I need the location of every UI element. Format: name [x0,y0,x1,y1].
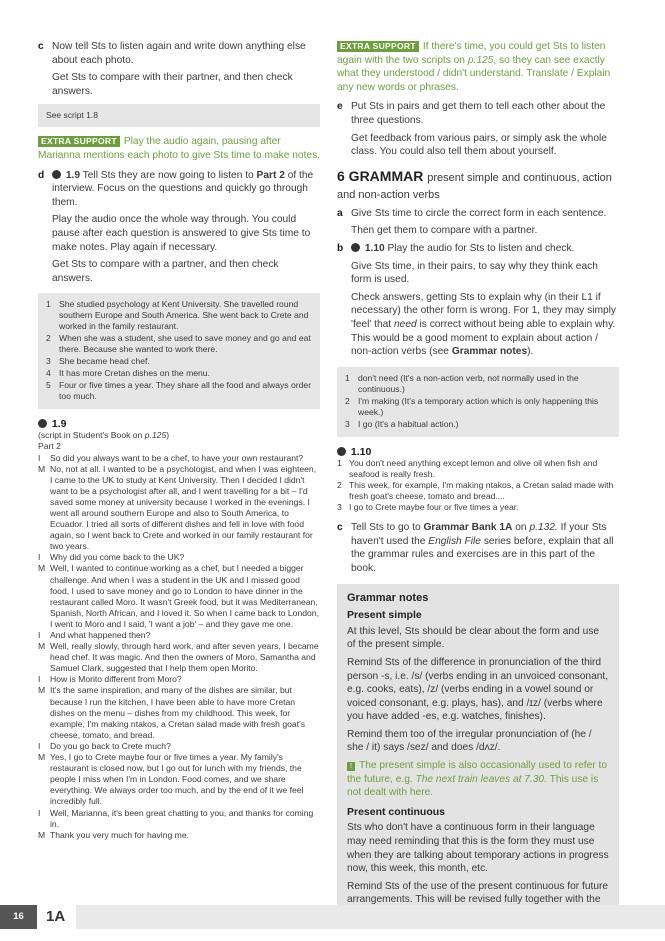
step-c-sub: Get Sts to compare with their partner, and then check answers. [52,72,293,97]
script-line [38,453,320,464]
step-letter: b [337,242,344,254]
script-line [38,630,320,641]
grammar-subtitle: present simple and continuous, action and non-action verbs [337,171,612,201]
present-simple-heading: Present simple [347,609,422,622]
note-p2: Remind Sts of the difference in pronunciation of the third person -s, i.e. /s/ (verbs ending in an unvoiced consonant, e.g. cooks, eats), /z/ (verbs ending in a vowel sound or voiced consonant, e.g. plays, has), and /ɪz/ (verbs where you have added -es, e.g. watches, finishes). [347,656,609,723]
extra-support-page: p.125 [467,54,494,66]
answer-item [345,419,611,430]
script-line [38,752,320,807]
script-line [337,502,619,513]
page-number: 16 [0,905,37,929]
step-e-text: Put Sts in pairs and get them to tell each other about the three questions. [351,101,606,126]
script-lines [38,453,320,841]
extra-support-text-a: If there's time, you could get Sts to listen again with the two scripts on [337,41,606,66]
step-b-sub2-italic: need [393,318,417,330]
answer-text: When she was a student, she used to save money and go and eat there. Because she wanted to work there. [59,333,311,355]
script-note-page: p.125 [144,430,167,441]
speaker: M [38,752,46,763]
speaker: I [38,807,41,818]
present-continuous-heading: Present continuous [347,805,446,818]
answer-num: 1 [46,299,51,310]
speaker: I [38,552,41,563]
answer-num: 3 [345,418,350,429]
answer-text: Four or five times a year. They share all the food and always order too much. [59,380,312,402]
script-heading [38,418,320,430]
step-c-text: Now tell Sts to listen again and write down anything else about each photo. [52,41,306,66]
extra-support-label: EXTRA SUPPORT [337,41,419,52]
step-c-right-italic: English File [428,535,481,547]
speaker: M [38,829,46,840]
answer-num: 3 [46,356,51,367]
line-text: Well, I wanted to continue working as a chef, but I needed a bigger challenge. And when I was a student in the UK and I missed good food, I used to save money and go to London to have dinner in the restaurant called Moro. It wasn't Greek food, but it was Mediterranean, Spanish, North African, and I loved it. So when I came back to London, I went to Moro and I said, 'I want a job' – and they gave me one. [50,563,319,629]
step-d [38,169,320,286]
script-note [38,430,320,441]
step-e-sub: Get feedback from various pairs, or simply ask the whole class. You could also tell them about yourself. [351,132,607,158]
grammar-notes-box [337,584,619,929]
script-line [38,464,320,553]
line-text: Well, Marianna, it's been great chatting to you, and thanks for coming in. [50,807,314,829]
step-letter: c [337,522,343,534]
line-text: Well, really slowly, through hard work, and after seven years, I became head chef. It was magic. And then the owners of Moro, Samantha and Samuel Clark, suggested that I help them open Morito. [50,641,319,674]
right-column [337,40,619,929]
answer-num: 2 [345,395,350,406]
answer-text: I'm making (It's a temporary action which is only happening this week.) [358,395,599,417]
page-footer [0,905,665,929]
note-p4-a: The present simple is also occasionally used to refer to the future, e.g. [347,760,608,785]
script-line [38,808,320,830]
line-text: No, not at all. I wanted to be a psychologist, and when I was eighteen, I came to the UK to study at Kent University. Then I decided I didn't want to be a psychologist after all, and I went travelling for a bit – I'd saved some money at university because I worked in the evenings. I went all around southern Europe and also to South America, to Ecuador. I tried all sorts of different dishes and fell in love with food again, so I went back to Crete and worked in our family restaurant for two years. [50,463,317,552]
see-script-text: See script 1.8 [46,110,98,121]
step-letter: a [337,207,343,219]
see-script-box [38,104,320,127]
answer-item [46,380,312,402]
extra-support-text: Play the audio again, pausing after Marianna mentions each photo to give Sts time to make notes. [38,136,321,161]
footer-bar [76,905,665,929]
step-c-right-b: If your Sts haven't used the [351,522,607,547]
grammar-heading [337,169,619,203]
script-line [38,552,320,563]
line-text: So did you always want to be a chef, to have your own restaurant? [50,452,304,463]
step-b-sub2 [351,291,619,359]
script-line [337,480,619,502]
line-text: It's the same inspiration, and many of the dishes are similar, but because I run the kitchen, I have been able to have more Cretan dishes on the menu – dishes from my childhood. This week, for example, I'm making ntakos, a Cretan salad made with fresh goat's cheese, tomato, and bread. [50,685,306,740]
speaker: 2 [337,479,342,490]
script-note-post: ) [166,430,170,441]
step-c-right-a: Tell Sts to go to [351,522,421,534]
step-letter: e [337,101,343,113]
step-c-right-on: on [515,522,527,534]
grammar-notes-title: Grammar notes [347,591,429,604]
step-c-right [337,521,619,575]
script-line [38,685,320,740]
step-letter: d [38,169,45,181]
answers-list [46,299,312,402]
extra-support-label: EXTRA SUPPORT [38,136,120,147]
note-p1: At this level, Sts should be clear about the form and use of the present simple. [347,625,600,651]
answer-num: 1 [345,372,350,383]
answer-item [46,356,312,367]
step-b-text-a: Play the audio for Sts to listen and check. [387,242,575,254]
line-text: You don't need anything except lemon and olive oil when fish and seafood is really fresh. [349,457,598,479]
step-b-sub2-b: is correct without being able to explain why. This would be a good moment to explain about action / non-action verbs (see [351,318,616,358]
step-e [337,100,619,158]
script-note-pre: (script in Student's Book on [38,430,143,441]
note-p6-a: Remind Sts of the use of the present continuous for future arrangements. This will be revised fully together with the [347,880,609,906]
answer-num: 4 [46,368,51,379]
script-title: 1.10 [350,445,372,458]
answer-text: She became head chef. [59,356,150,367]
step-d-text-b: of the interview. Focus on the questions and quickly go through them. [52,169,314,208]
answer-item [46,368,312,379]
answer-item [46,333,312,355]
left-column [38,40,320,841]
step-c [38,40,320,98]
speaker: M [38,463,46,474]
extra-support-right [337,40,619,94]
script-part: Part 2 [38,441,61,452]
line-text: Thank you very much for having me. [50,829,189,840]
extra-support-text-b: , so they can see exactly what they understood / didn't understand. Translate / Explain any new words or phrases. [337,54,611,93]
step-d-sub2: Get Sts to compare with a partner, and then check answers. [52,259,279,284]
step-b-sub2-c: ). [527,346,534,358]
step-letter: c [38,41,44,52]
note-p4-b: This use is not dealt with here. [347,773,599,799]
step-b-sub2-a: Check answers, getting Sts to explain why (in their L1 if necessary) the other form is wrong. For 1, they may simply 'feel' that [351,291,616,330]
step-a-text: Give Sts time to circle the correct form in each sentence. [351,207,607,219]
line-text: I go to Crete maybe four or five times a year. [349,502,519,513]
answer-item [345,396,611,418]
script-body [38,430,320,840]
speaker: M [38,563,46,574]
unit-label: 1A [46,908,66,925]
speaker: M [38,685,46,696]
step-b-sub1: Give Sts time, in their pairs, to say why they think each form is used. [351,260,598,286]
answer-item [345,373,611,395]
grammar-bank-link: Grammar Bank 1A [423,522,513,534]
speaker: I [38,452,41,463]
audio-icon [337,447,346,456]
answers-box-right [337,367,619,437]
answer-num: 5 [46,380,51,391]
script-lines [337,458,619,513]
exclamation-icon: ! [347,762,355,771]
step-d-text-a: Tell Sts they are now going to listen to [82,169,254,181]
speaker: I [38,630,41,640]
step-c-right-page: p.132. [529,522,558,534]
answer-text: She studied psychology at Kent University. She travelled round southern Europe and South America. She went back to Crete and worked in the family restaurant. [59,299,309,332]
note-p4 [347,759,609,800]
line-text: Yes, I go to Crete maybe four or five times a year. My family's restaurant is closed now, but I go out for lunch with my friends, the people I miss when I'm in London. Food comes, and we share everything. We always order too much, and by the end of it we feel incredibly full. [50,752,304,807]
step-d-bold: Part 2 [256,169,285,181]
extra-support-left [38,135,320,162]
note-p5: Sts who don't have a continuous form in their language may need reminding that this is the form they must use when they are talking about temporary actions in progress now, this week, this month, etc. [347,822,609,875]
line-text: How is Morito different from Moro? [50,674,182,685]
step-d-text [52,169,320,210]
audio-icon [38,419,47,428]
track-number: 1.10 [364,242,385,254]
script-line [38,563,320,630]
step-c-right-c: series before, explain that all the grammar rules and exercises are in this part of the book. [351,535,614,574]
answer-text: It has more Cretan dishes on the menu. [59,368,210,379]
answer-item [46,299,312,332]
step-b-sub2-bold: Grammar notes [451,346,528,358]
answer-text: I go (It's a habitual action.) [358,418,459,429]
line-text: Do you go back to Crete much? [50,740,171,751]
line-text: And what happened then? [50,630,151,640]
speaker: I [38,674,41,685]
script-line [38,674,320,685]
speaker: M [38,641,46,652]
step-a-sub: Then get them to compare with a partner. [351,225,538,237]
track-number: 1.9 [65,169,81,181]
script-line [38,830,320,841]
note-p4-italic: The next train leaves at 7.30. [415,773,547,785]
script-line [38,641,320,674]
script-heading [337,446,619,458]
line-text: Why did you come back to the UK? [50,552,185,563]
step-b [337,242,619,359]
answers-box-left [38,293,320,409]
speaker: I [38,740,41,751]
step-c-right-text [351,521,619,575]
speaker: 3 [337,502,342,513]
answers-list [345,373,611,430]
script-line [337,458,619,480]
audio-icon [52,170,61,179]
answer-text: don't need (It's a non-action verb, not normally used in the continuous.) [358,372,579,394]
step-a [337,207,619,238]
step-d-sub1: Play the audio once the whole way through. You could pause after each question is answered to give Sts time to make notes. Play again if necessary. [52,214,311,253]
answer-num: 2 [46,333,51,344]
note-p3: Remind them too of the irregular pronunciation of (he / she / it) says /sez/ and does /dʌz/. [347,728,592,754]
script-title: 1.9 [51,418,67,431]
step-b-text [351,242,619,256]
audio-icon [351,243,360,252]
line-text: This week, for example, I'm making ntakos, a Cretan salad made with fresh goat's cheese, tomato and bread.... [349,479,614,501]
grammar-number: 6 GRAMMAR [337,167,424,184]
speaker: 1 [337,457,342,468]
script-line [38,741,320,752]
